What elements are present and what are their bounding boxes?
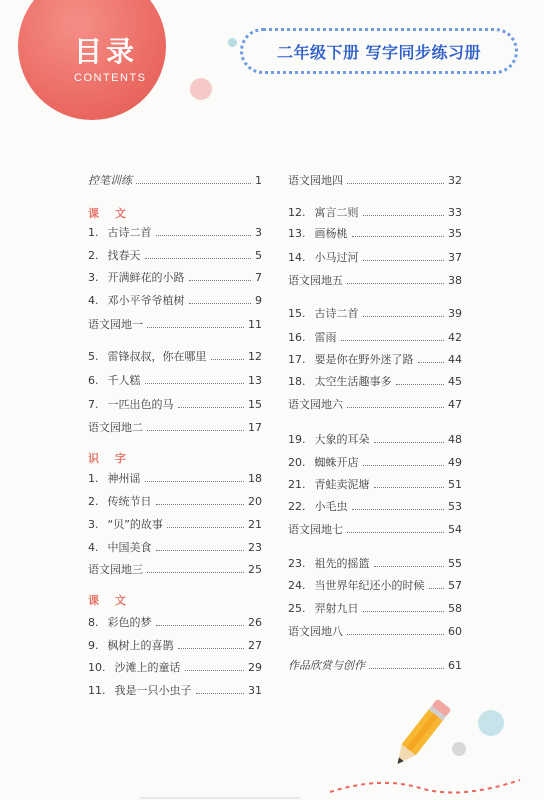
- decor-ball-gray: [452, 742, 466, 756]
- toc-leader-dots: [352, 501, 445, 510]
- toc-entry-number: 14.: [288, 251, 306, 264]
- toc-entry-number: 3.: [88, 271, 99, 284]
- toc-entry-title: 雷锋叔叔，你在哪里: [107, 350, 207, 363]
- toc-entry[interactable]: [288, 602, 462, 616]
- toc-entry-page: 15: [248, 398, 262, 411]
- toc-leader-dots: [145, 250, 252, 259]
- toc-entry[interactable]: [88, 398, 262, 412]
- toc-entry[interactable]: [88, 684, 262, 698]
- toc-leader-dots: [145, 375, 245, 384]
- toc-entry-title: 控笔训练: [88, 174, 132, 187]
- decor-dot-pink: [190, 78, 212, 100]
- toc-leader-dots: [363, 603, 445, 612]
- toc-entry-number: 20.: [288, 456, 306, 469]
- toc-leader-dots: [374, 479, 445, 488]
- toc-entry-number: 7.: [88, 398, 99, 411]
- toc-entry-number: 8.: [88, 616, 99, 629]
- toc-leader-dots: [156, 542, 245, 551]
- toc-entry-title: 大象的耳朵: [314, 433, 370, 446]
- toc-leader-dots: [189, 272, 252, 281]
- toc-entry[interactable]: [88, 318, 262, 332]
- toc-entry[interactable]: [88, 639, 262, 653]
- toc-entry[interactable]: [88, 472, 262, 486]
- toc-entry-page: 20: [248, 495, 262, 508]
- toc-entry[interactable]: [88, 350, 262, 364]
- toc-leader-dots: [347, 175, 444, 184]
- toc-entry-title: 枫树上的喜鹊: [107, 639, 174, 652]
- toc-entry[interactable]: [288, 523, 462, 537]
- toc-entry-number: 5.: [88, 350, 99, 363]
- toc-entry[interactable]: [288, 398, 462, 412]
- toc-entry-title: “贝”的故事: [107, 518, 163, 531]
- toc-entry[interactable]: [288, 206, 462, 220]
- toc-entry[interactable]: [288, 433, 462, 447]
- toc-entry-page: 60: [448, 625, 462, 638]
- toc-entry-page: 42: [448, 331, 462, 344]
- toc-leader-dots: [136, 175, 251, 184]
- toc-leader-dots: [178, 399, 245, 408]
- toc-entry-number: 21.: [288, 478, 306, 491]
- toc-entry-number: 9.: [88, 639, 99, 652]
- toc-entry-title: 小毛虫: [314, 500, 348, 513]
- toc-entry-page: 23: [248, 541, 262, 554]
- toc-entry-title: 太空生活趣事多: [314, 375, 392, 388]
- bottom-dashed-line: [0, 770, 544, 800]
- toc-entry-title: 传统节日: [107, 495, 152, 508]
- toc-leader-dots: [156, 496, 245, 505]
- toc-entry-title: 语文园地六: [288, 398, 343, 411]
- toc-entry-page: 3: [255, 226, 262, 239]
- toc-leader-dots: [374, 558, 445, 567]
- toc-entry-page: 48: [448, 433, 462, 446]
- toc-entry-title: 古诗二首: [314, 307, 359, 320]
- toc-entry[interactable]: [288, 375, 462, 389]
- toc-entry[interactable]: [288, 659, 462, 673]
- toc-leader-dots: [418, 354, 445, 363]
- toc-entry-number: 2.: [88, 249, 99, 262]
- toc-leader-dots: [374, 434, 445, 443]
- toc-entry[interactable]: [288, 625, 462, 639]
- toc-entry-title: 雷雨: [314, 331, 337, 344]
- toc-entry-number: 4.: [88, 294, 99, 307]
- book-badge: [240, 28, 518, 74]
- toc-entry-number: 23.: [288, 557, 306, 570]
- toc-entry-number: 1.: [88, 472, 99, 485]
- toc-entry-title: 当世界年纪还小的时候: [314, 579, 425, 592]
- toc-leader-dots: [167, 519, 244, 528]
- toc-entry-page: 37: [448, 251, 462, 264]
- toc-entry-page: 7: [255, 271, 262, 284]
- toc-leader-dots: [363, 308, 445, 317]
- toc-entry-number: 19.: [288, 433, 306, 446]
- toc-entry[interactable]: [288, 331, 462, 345]
- toc-entry-number: 11.: [88, 684, 106, 697]
- toc-entry-page: 54: [448, 523, 462, 536]
- decor-dot-blue: [228, 38, 237, 47]
- toc-entry-title: 画杨桃: [314, 227, 348, 240]
- toc-entry-page: 55: [448, 557, 462, 570]
- toc-entry[interactable]: [88, 421, 262, 435]
- toc-entry-number: 1.: [88, 226, 99, 239]
- toc-entry-page: 26: [248, 616, 262, 629]
- toc-entry-number: 13.: [288, 227, 306, 240]
- toc-entry-page: 25: [248, 563, 262, 576]
- toc-entry-title: 开满鲜花的小路: [107, 271, 185, 284]
- toc-entry-title: 邓小平爷爷植树: [107, 294, 185, 307]
- toc-entry[interactable]: [288, 456, 462, 470]
- toc-entry-title: 寓言二则: [314, 206, 359, 219]
- toc-entry-number: 18.: [288, 375, 306, 388]
- toc-leader-dots: [369, 660, 444, 669]
- toc-entry[interactable]: [88, 518, 262, 532]
- toc-entry-page: 12: [248, 350, 262, 363]
- toc-entry[interactable]: [88, 374, 262, 388]
- toc-entry-title: 语文园地一: [88, 318, 143, 331]
- toc-entry[interactable]: [88, 616, 262, 630]
- toc-entry[interactable]: [88, 495, 262, 509]
- book-badge-text: 二年级下册 写字同步练习册: [276, 42, 482, 62]
- toc-leader-dots: [147, 319, 244, 328]
- toc-leader-dots: [352, 228, 445, 237]
- toc-entry[interactable]: [88, 271, 262, 285]
- toc-entry-page: 17: [248, 421, 262, 434]
- toc-entry-title: 神州谣: [107, 472, 141, 485]
- toc-entry-title: 古诗二首: [107, 226, 152, 239]
- toc-entry[interactable]: [288, 579, 462, 593]
- toc-entry-page: 39: [448, 307, 462, 320]
- toc-leader-dots: [347, 275, 444, 284]
- toc-entry-page: 44: [448, 353, 462, 366]
- toc-section-header: 课 文: [88, 594, 132, 607]
- toc-entry[interactable]: [288, 227, 462, 241]
- toc-entry-title: 千人糕: [107, 374, 141, 387]
- toc-entry[interactable]: [288, 174, 462, 188]
- toc-leader-dots: [347, 626, 444, 635]
- toc-leader-dots: [147, 422, 244, 431]
- toc-entry-number: 24.: [288, 579, 306, 592]
- toc-entry-page: 27: [248, 639, 262, 652]
- toc-entry[interactable]: [88, 226, 262, 240]
- toc-entry-page: 47: [448, 398, 462, 411]
- toc-entry-page: 33: [448, 206, 462, 219]
- toc-entry-page: 38: [448, 274, 462, 287]
- toc-entry[interactable]: [288, 307, 462, 321]
- toc-entry-title: 语文园地七: [288, 523, 343, 536]
- toc-leader-dots: [156, 617, 245, 626]
- toc-entry-number: 22.: [288, 500, 306, 513]
- toc-entry-page: 29: [248, 661, 262, 674]
- toc-leader-dots: [211, 351, 245, 360]
- toc-entry-page: 21: [248, 518, 262, 531]
- toc-entry-title: 我是一只小虫子: [114, 684, 192, 697]
- toc-entry-page: 51: [448, 478, 462, 491]
- toc-entry-number: 3.: [88, 518, 99, 531]
- toc-entry-page: 9: [255, 294, 262, 307]
- toc-entry[interactable]: [288, 478, 462, 492]
- toc-entry-page: 31: [248, 684, 262, 697]
- toc-entry-title: 语文园地三: [88, 563, 143, 576]
- toc-leader-dots: [156, 227, 252, 236]
- toc-entry-page: 49: [448, 456, 462, 469]
- toc-entry-title: 找春天: [107, 249, 141, 262]
- toc-leader-dots: [347, 399, 444, 408]
- toc-entry-page: 57: [448, 579, 462, 592]
- toc-entry[interactable]: [88, 563, 262, 577]
- toc-entry[interactable]: [88, 249, 262, 263]
- toc-entry-number: 25.: [288, 602, 306, 615]
- toc-entry-title: 语文园地八: [288, 625, 343, 638]
- toc-entry-title: 沙滩上的童话: [114, 661, 181, 674]
- toc-entry[interactable]: [288, 500, 462, 514]
- toc-entry[interactable]: [88, 294, 262, 308]
- toc-entry[interactable]: [288, 557, 462, 571]
- toc-leader-dots: [396, 376, 445, 385]
- toc-entry-number: 15.: [288, 307, 306, 320]
- toc-entry-page: 13: [248, 374, 262, 387]
- toc-entry[interactable]: [288, 274, 462, 288]
- toc-section-header: 课 文: [88, 207, 132, 220]
- toc-entry-title: 语文园地五: [288, 274, 343, 287]
- toc-entry-page: 35: [448, 227, 462, 240]
- decor-ball-blue: [478, 710, 504, 736]
- toc-leader-dots: [429, 580, 445, 589]
- toc-entry-title: 祖先的摇篮: [314, 557, 370, 570]
- toc-leader-dots: [196, 685, 245, 694]
- toc-entry-title: 要是你在野外迷了路: [314, 353, 414, 366]
- toc-entry[interactable]: [88, 661, 262, 675]
- toc-leader-dots: [363, 457, 445, 466]
- toc-leader-dots: [147, 564, 244, 573]
- toc-entry-title: 一匹出色的马: [107, 398, 174, 411]
- toc-leader-dots: [341, 332, 445, 341]
- toc-entry-title: 语文园地四: [288, 174, 343, 187]
- toc-entry-number: 10.: [88, 661, 106, 674]
- toc-entry-title: 中国美食: [107, 541, 152, 554]
- toc-entry[interactable]: [88, 174, 262, 188]
- toc-entry-title: 彩色的梦: [107, 616, 152, 629]
- page-title: 目录: [74, 35, 139, 68]
- toc-entry-page: 32: [448, 174, 462, 187]
- toc-leader-dots: [189, 295, 252, 304]
- toc-entry-page: 11: [248, 318, 262, 331]
- toc-entry-title: 蜘蛛开店: [314, 456, 359, 469]
- toc-entry[interactable]: [288, 353, 462, 367]
- toc-entry-page: 5: [255, 249, 262, 262]
- toc-entry-page: 58: [448, 602, 462, 615]
- toc-entry-number: 4.: [88, 541, 99, 554]
- toc-entry-number: 6.: [88, 374, 99, 387]
- toc-leader-dots: [178, 640, 245, 649]
- toc-entry-number: 12.: [288, 206, 306, 219]
- toc-section-header: 识 字: [88, 452, 132, 465]
- toc-entry[interactable]: [88, 541, 262, 555]
- toc-leader-dots: [363, 252, 445, 261]
- toc-entry[interactable]: [288, 251, 462, 265]
- toc-leader-dots: [347, 524, 444, 533]
- toc-entry-title: 青蛙卖泥塘: [314, 478, 370, 491]
- toc-entry-title: 羿射九日: [314, 602, 359, 615]
- toc-entry-title: 作品欣赏与创作: [288, 659, 365, 672]
- toc-entry-number: 16.: [288, 331, 306, 344]
- toc-entry-number: 17.: [288, 353, 306, 366]
- toc-entry-title: 小马过河: [314, 251, 359, 264]
- page-subtitle: CONTENTS: [74, 72, 147, 84]
- pencil-icon: [380, 690, 462, 778]
- toc-entry-page: 1: [255, 174, 262, 187]
- toc-entry-page: 45: [448, 375, 462, 388]
- toc-leader-dots: [145, 473, 245, 482]
- toc-entry-page: 18: [248, 472, 262, 485]
- toc-entry-number: 2.: [88, 495, 99, 508]
- toc-entry-page: 61: [448, 659, 462, 672]
- toc-leader-dots: [185, 662, 245, 671]
- toc-entry-page: 53: [448, 500, 462, 513]
- toc-leader-dots: [363, 207, 445, 216]
- toc-entry-title: 语文园地二: [88, 421, 143, 434]
